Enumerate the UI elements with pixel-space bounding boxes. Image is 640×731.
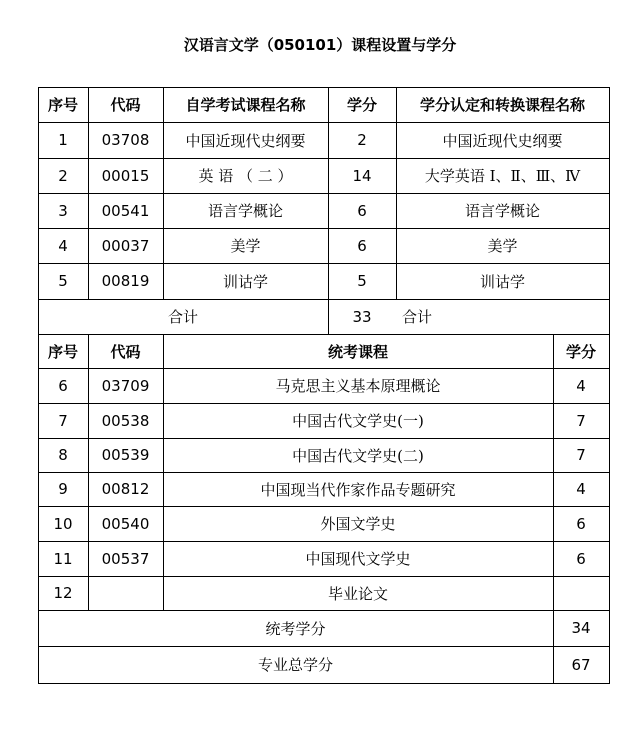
table-rule [38,576,610,577]
row-credit: 6 [357,236,367,255]
table-rule [38,228,610,229]
row-course-name: 美学 [230,237,261,255]
row-transfer-name: 大学英语 Ⅰ、Ⅱ、Ⅲ、Ⅳ [424,167,581,185]
row-credit: 7 [576,446,586,464]
row-code: 03708 [101,131,150,149]
table-rule [38,403,610,404]
table-rule [38,158,610,159]
header-unified-course: 统考课程 [327,342,388,361]
unified-credit-value: 34 [571,619,591,637]
total-label: 合计 [167,308,198,326]
row-code: 00540 [101,514,150,533]
table-rule [38,646,610,647]
row-seq: 6 [58,376,68,395]
row-course-name: 中国现代文学史 [305,550,411,568]
row-code: 00538 [101,411,150,430]
header-course-name: 自学考试课程名称 [185,96,306,114]
table-rule [88,87,89,300]
row-course-name: 语言学概论 [207,202,283,220]
header-transfer-name: 学分认定和转换课程名称 [419,96,585,114]
table-rule [38,122,610,123]
document-title: 汉语言文学（050101）课程设置与学分 [183,36,457,54]
row-seq: 1 [58,131,68,149]
row-code: 00037 [101,236,150,255]
row-transfer-name: 语言学概论 [464,202,540,220]
total-credit: 33 [352,307,372,326]
row-code [88,576,163,610]
row-transfer-name: 美学 [487,237,518,255]
table-rule [38,506,610,507]
table-rule [38,334,610,335]
row-code: 03709 [101,376,150,395]
table-rule [609,87,610,335]
header-code: 代码 [110,342,141,361]
row-code: 00015 [101,166,150,185]
table-rule [38,87,610,88]
major-total-value: 67 [571,655,591,674]
table-rule [38,193,610,194]
row-course-name: 外国文学史 [320,515,396,533]
row-credit: 14 [352,166,372,185]
row-course-name: 中国古代文学史(二) [292,446,424,465]
row-course-name: 中国古代文学史(一) [292,412,424,430]
row-course-name: 毕业论文 [327,584,388,603]
header-credit: 学分 [346,96,377,114]
table-rule [38,299,610,300]
table-rule [553,334,554,684]
unified-credit-label: 统考学分 [265,619,326,638]
table-rule [38,87,39,335]
table-rule [38,368,610,369]
row-code: 00819 [101,272,150,290]
row-code: 00812 [101,480,150,498]
row-credit: 5 [357,272,367,290]
row-code: 00537 [101,549,150,568]
row-seq: 9 [58,480,68,498]
row-code: 00539 [101,446,150,464]
row-seq: 7 [58,411,68,430]
table-rule [38,263,610,264]
row-course-name: 马克思主义基本原理概论 [275,377,441,395]
row-credit: 6 [576,549,586,568]
table-rule [609,334,610,684]
table-rule [163,87,164,300]
row-seq: 11 [53,549,73,568]
table-rule [38,438,610,439]
row-credit: 6 [357,201,367,220]
table-rule [88,334,89,611]
row-credit: 2 [357,131,367,149]
table-rule [163,334,164,611]
row-seq: 10 [53,514,73,533]
total-label-right: 合计 [402,308,433,326]
header-seq: 序号 [47,342,78,361]
row-course-name: 中国近现代史纲要 [185,131,306,150]
table-rule [328,87,329,335]
header-seq: 序号 [47,96,78,114]
row-seq: 4 [58,236,68,255]
table-rule [38,541,610,542]
major-total-label: 专业总学分 [257,656,333,674]
table-rule [396,87,397,300]
row-course-name: 英 语 （ 二 ） [198,167,293,185]
table-rule [38,472,610,473]
row-seq: 3 [58,201,68,220]
row-transfer-name: 训诂学 [479,272,525,291]
row-transfer-name: 中国近现代史纲要 [442,131,563,150]
table-rule [38,334,39,684]
header-credit: 学分 [565,342,596,361]
table-rule [38,610,610,611]
row-seq: 5 [58,272,68,290]
header-code: 代码 [110,96,141,114]
row-credit: 4 [576,376,586,395]
row-credit: 4 [576,480,586,498]
row-credit: 6 [576,514,586,533]
row-seq: 12 [53,584,73,602]
row-credit [553,576,609,610]
row-seq: 2 [58,166,68,185]
row-code: 00541 [101,201,150,220]
row-seq: 8 [58,446,68,464]
row-course-name: 训诂学 [222,272,268,291]
table-rule [38,683,610,684]
row-course-name: 中国现当代作家作品专题研究 [260,480,456,499]
row-credit: 7 [576,411,586,430]
